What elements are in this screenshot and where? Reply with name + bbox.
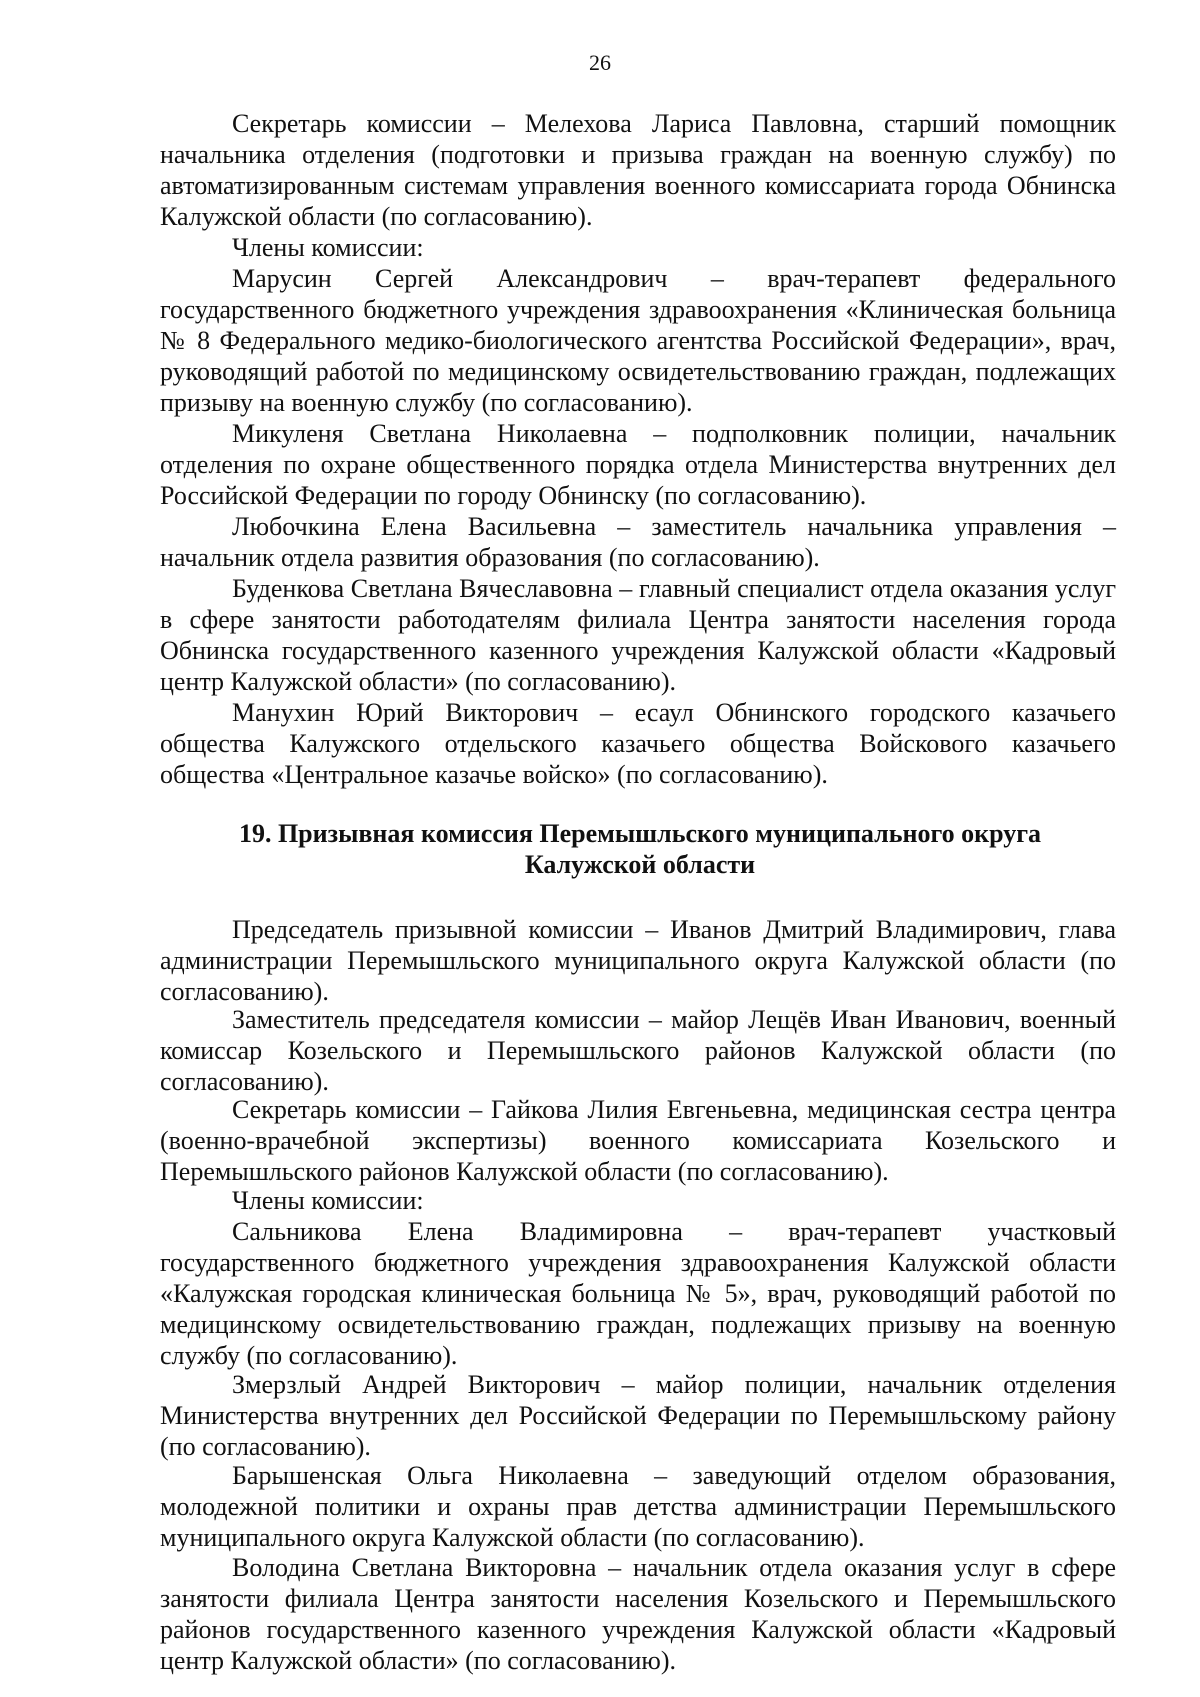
member-paragraph-salnikova: Сальникова Елена Владимировна – врач-терапевт участковый государственного бюджетного учреждения здравоохранения Калужской области «Калужская городская клиническая больница № 5», врач, руководящий работой по медицинскому освидетельствованию граждан, подлежащих призыву на военную службу (по согласованию). (160, 1217, 1116, 1370)
secretary-paragraph: Секретарь комиссии – Мелехова Лариса Павловна, старший помощник начальника отделения (подготовки и призыва граждан на военную службу) по автоматизированным системам управления военного комиссариата города Обнинска Калужской области (по согласованию). (160, 109, 1116, 231)
section-title-line-1: 19. Призывная комиссия Перемышльского муниципального округа (238, 819, 1042, 848)
member-paragraph-zmerzly: Змерзлый Андрей Викторович – майор полиции, начальник отделения Министерства внутренних дел Российской Федерации по Перемышльскому району (по согласованию). (160, 1370, 1116, 1461)
member-paragraph-volodina: Володина Светлана Викторовна – начальник отдела оказания услуг в сфере занятости филиала Центра занятости населения Козельского и Перемышльского районов государственного казенного учреждения Калужской области «Кадровый центр Калужской области» (по согласованию). (160, 1553, 1116, 1675)
chairman-paragraph: Председатель призывной комиссии – Иванов Дмитрий Владимирович, глава администрации Перемышльского муниципального округа Калужской области (по согласованию). (160, 915, 1116, 1006)
deputy-paragraph: Заместитель председателя комиссии – майор Лещёв Иван Иванович, военный комиссар Козельского и Перемышльского районов Калужской области (по согласованию). (160, 1005, 1116, 1096)
members-heading: Члены комиссии: (232, 233, 424, 262)
section-members-heading: Члены комиссии: (232, 1186, 424, 1215)
member-paragraph-manukhin: Манухин Юрий Викторович – есаул Обнинского городского казачьего общества Калужского отдельского казачьего общества Войскового казачьего общества «Центральное казачье войско» (по согласованию). (160, 698, 1116, 789)
section-secretary-paragraph: Секретарь комиссии – Гайкова Лилия Евгеньевна, медицинская сестра центра (военно-врачебной экспертизы) военного комиссариата Козельского и Перемышльского районов Калужской области (по согласованию). (160, 1095, 1116, 1186)
section-title-line-2: Калужской области (524, 850, 756, 879)
member-paragraph-budenkova: Буденкова Светлана Вячеславовна – главный специалист отдела оказания услуг в сфере занятости работодателям филиала Центра занятости населения города Обнинска государственного казенного учреждения Калужской области «Кадровый центр Калужской области» (по согласованию). (160, 574, 1116, 696)
member-paragraph-marusin: Марусин Сергей Александрович – врач-терапевт федерального государственного бюджетного учреждения здравоохранения «Клиническая больница № 8 Федерального медико-биологического агентства Российской Федерации», врач, руководящий работой по медицинскому освидетельствованию граждан, подлежащих призыву на военную службу (по согласованию). (160, 264, 1116, 417)
page-number: 26 (589, 50, 611, 75)
member-paragraph-lyubochkina: Любочкина Елена Васильевна – заместитель начальника управления – начальник отдела развития образования (по согласованию). (160, 512, 1116, 572)
member-paragraph-mikulenya: Микуленя Светлана Николаевна – подполковник полиции, начальник отделения по охране общественного порядка отдела Министерства внутренних дел Российской Федерации по городу Обнинску (по согласованию). (160, 419, 1116, 510)
member-paragraph-baryshenskaya: Барышенская Ольга Николаевна – заведующий отделом образования, молодежной политики и охраны прав детства администрации Перемышльского муниципального округа Калужской области (по согласованию). (160, 1461, 1116, 1552)
